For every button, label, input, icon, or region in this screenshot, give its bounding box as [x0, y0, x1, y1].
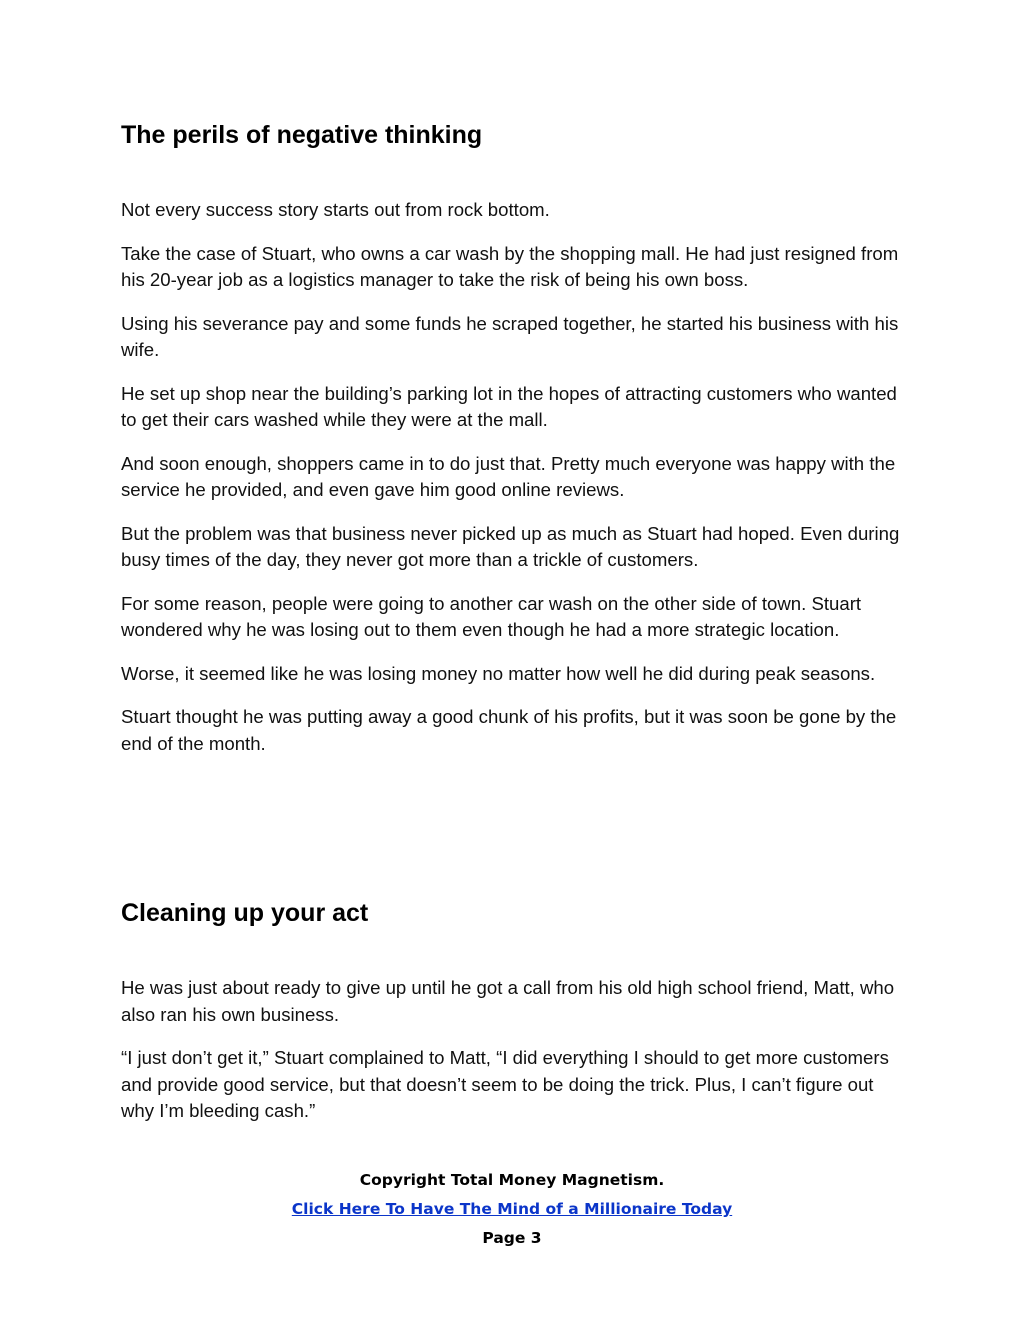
- paragraph: But the problem was that business never picked up as much as Stuart had hoped. Even during busy times of the day, they never got more than a trickle of customers.: [121, 522, 900, 570]
- section-cleaning-up: [121, 898, 911, 1142]
- paragraph: And soon enough, shoppers came in to do just that. Pretty much everyone was happy with the service he provided, and even gave him good online reviews.: [121, 452, 896, 500]
- paragraph: For some reason, people were going to another car wash on the other side of town. Stuart wondered why he was losing out to them even though he had a more strategic location.: [121, 592, 862, 640]
- copyright-text: Copyright Total Money Magnetism.: [359, 1171, 665, 1189]
- footer-link-wrapper: [0, 1195, 1024, 1224]
- page-number: Page 3: [482, 1229, 542, 1247]
- paragraph: Worse, it seemed like he was losing money no matter how well he did during peak seasons.: [121, 662, 876, 684]
- section-perils: [121, 120, 911, 774]
- paragraph: “I just don’t get it,” Stuart complained to Matt, “I did everything I should to get more customers and provide good service, but that doesn’t seem to be doing the trick. Plus, I can’t figure out why I’m bleeding cash.”: [121, 1047, 889, 1121]
- page-footer: [0, 1166, 1024, 1253]
- paragraph: He set up shop near the building’s parking lot in the hopes of attracting customers who wanted to get their cars washed while they were at the mall.: [121, 382, 897, 430]
- paragraph: Not every success story starts out from rock bottom.: [121, 199, 550, 220]
- paragraph: He was just about ready to give up until he got a call from his old high school friend, Matt, who also ran his own business.: [121, 977, 895, 1025]
- section-heading: The perils of negative thinking: [121, 121, 483, 149]
- paragraph: Take the case of Stuart, who owns a car wash by the shopping mall. He had just resigned from his 20-year job as a logistics manager to take the risk of being his own boss.: [121, 242, 899, 290]
- paragraph: Using his severance pay and some funds he scraped together, he started his business with his wife.: [121, 312, 899, 360]
- section-heading: Cleaning up your act: [121, 899, 369, 927]
- millionaire-mind-link[interactable]: Click Here To Have The Mind of a Millionaire Today: [291, 1200, 733, 1218]
- paragraph: Stuart thought he was putting away a good chunk of his profits, but it was soon be gone by the end of the month.: [121, 706, 897, 754]
